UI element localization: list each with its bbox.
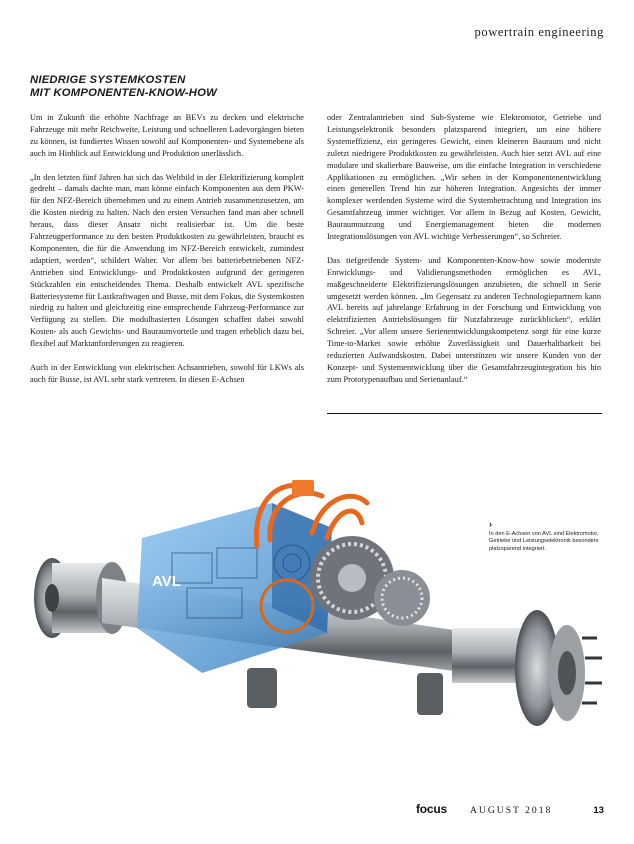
right-wheel-hub [452,610,602,726]
article-headline [30,74,330,99]
headline-line-1: NIEDRIGE SYSTEMKOSTEN [30,74,186,86]
paragraph: oder Zentralantrieben sind Sub-Systeme wie Elektromotor, Getriebe und Leistungselektronik besonders platzsparend integriert, um eine höhere Systemeffizienz, ein geringeres Gewicht, einen kleineren Bauraum und nicht zuletzt niedrigere Produktkosten zu gewährleisten. Auch hier setzt AVL auf eine modulare und skalierbare Bauweise, um die einfache Integration in verschiedene Applikationen zu ermöglichen. „Wir sehen in der Komponentenentwicklung einen generellen Trend hin zur höheren Integration. Angesichts der immer komplexer werdenden Systeme wird die Systembetrachtung und Integration ins Gesamtfahrzeug immer wichtiger. Vor allem in Bezug auf Kosten, Gewicht, Bauraumnutzung und Energiemanagement bieten die modernen Integrationslösungen von AVL wichtige Verbesserungen“, so Schreier. [327,113,601,242]
paragraph: Auch in der Entwicklung von elektrischen Achsantrieben, sowohl für LKWs als auch für Busse, ist AVL sehr stark vertreten. In diesen E-Achsen [30,363,304,384]
paragraph: „In den letzten fünf Jahren hat sich das Weltbild in der Elektrifizierung komplett gedreht – damals dachte man, man könne einfach Komponenten aus dem PKW- für den NFZ-Bereich übernehmen und zu einem Antrieb zusammenzusetzen, um die Kosten niedrig zu halten. Nach den ersten Versuchen fand man aber schnell heraus, dass dieser Ansatz nicht realisierbar ist. Um die beste Fahrzeugperformance zu den besten Produktkosten zu gewährleisten, braucht es Komponenten, die für die Anwendung im NFZ-Bereich entwickelt, zumindest adaptiert, werden“, schildert Walter. Vor allem bei batteriebetriebenen NFZ-Antrieben sind Entwicklungs- und Produktkosten aufgrund der geringeren Stückzahlen ein entscheidendes Thema. Deshalb entwickelt AVL spezifische Batteriesysteme für Lastkraftwagen und Busse, mit dem Fokus, die Systemkosten niedrig zu halten und gleichzeitig eine entsprechende Fahrzeug-Performance zur Verfügung zu stellen. Die modulbasierten Lösungen schaffen dabei sowohl Kosten- als auch Gewichts- und Bauraumvorteile und tragen erheblich dazu bei, flexibel auf Marktanforderungen zu reagieren. [30,172,304,349]
article-end-rule [327,413,602,414]
left-column [30,112,304,398]
issue-date: AUGUST 2018 [470,805,553,816]
caption-marker: › [489,519,492,529]
housing-logo: AVL [152,573,181,590]
cable-connector [292,480,314,496]
section-label: powertrain engineering [474,25,604,39]
page-number: 13 [593,805,604,816]
magazine-name: focus [416,802,448,816]
paragraph: Um in Zukunft die erhöhte Nachfrage an BEVs zu decken und elektrische Fahrzeuge mit mehr Reichweite, Leistung und schnelleren Ladevorgängen bieten zu können, ist fundiertes Wissen sowohl auf Komponenten- und Systemebene als auch im Hinblick auf Entwicklung und Produktion unerlässlich. [30,113,304,158]
right-column [327,112,601,398]
suspension-brackets [247,668,443,715]
headline-line-2: MIT KOMPONENTEN-KNOW-HOW [30,86,217,99]
figure-caption: In den E-Achsen von AVL sind Elektromotor, Getriebe und Leistungselektronik besonders platzsparend integriert. [489,531,599,552]
e-axle-illustration [22,458,618,758]
paragraph: Das tiefgreifende System- und Komponenten-Know-how sowie modernste Entwicklungs- und Validierungsmethoden ermöglichen es AVL, maßgeschneiderte Elektrifizierungslösungen anzubieten, die schnell in Serie umgesetzt werden können. „Im Gegensatz zu anderen Technologiepartnern kann AVL bereits auf jahrelange Erfahrung in der Forschung und Entwicklung von elektrifizierten Antriebslösungen für Nutzfahrzeuge zurückblicken“, erklärt Schreier. „Vor allem unsere Serienentwicklungskompetenz sorgt für eine kurze Time-to-Market sowie erhöhte Zuverlässigkeit und Dauerhaltbarkeit bei reduzierten Aufwandskosten. Dabei unterstützen wir unsere Kunden von der Konzept- und Systementwicklung über die Gesamtfahrzeugintegration bis hin zum Prototypenaufbau und Serienanlauf.“ [327,255,601,384]
